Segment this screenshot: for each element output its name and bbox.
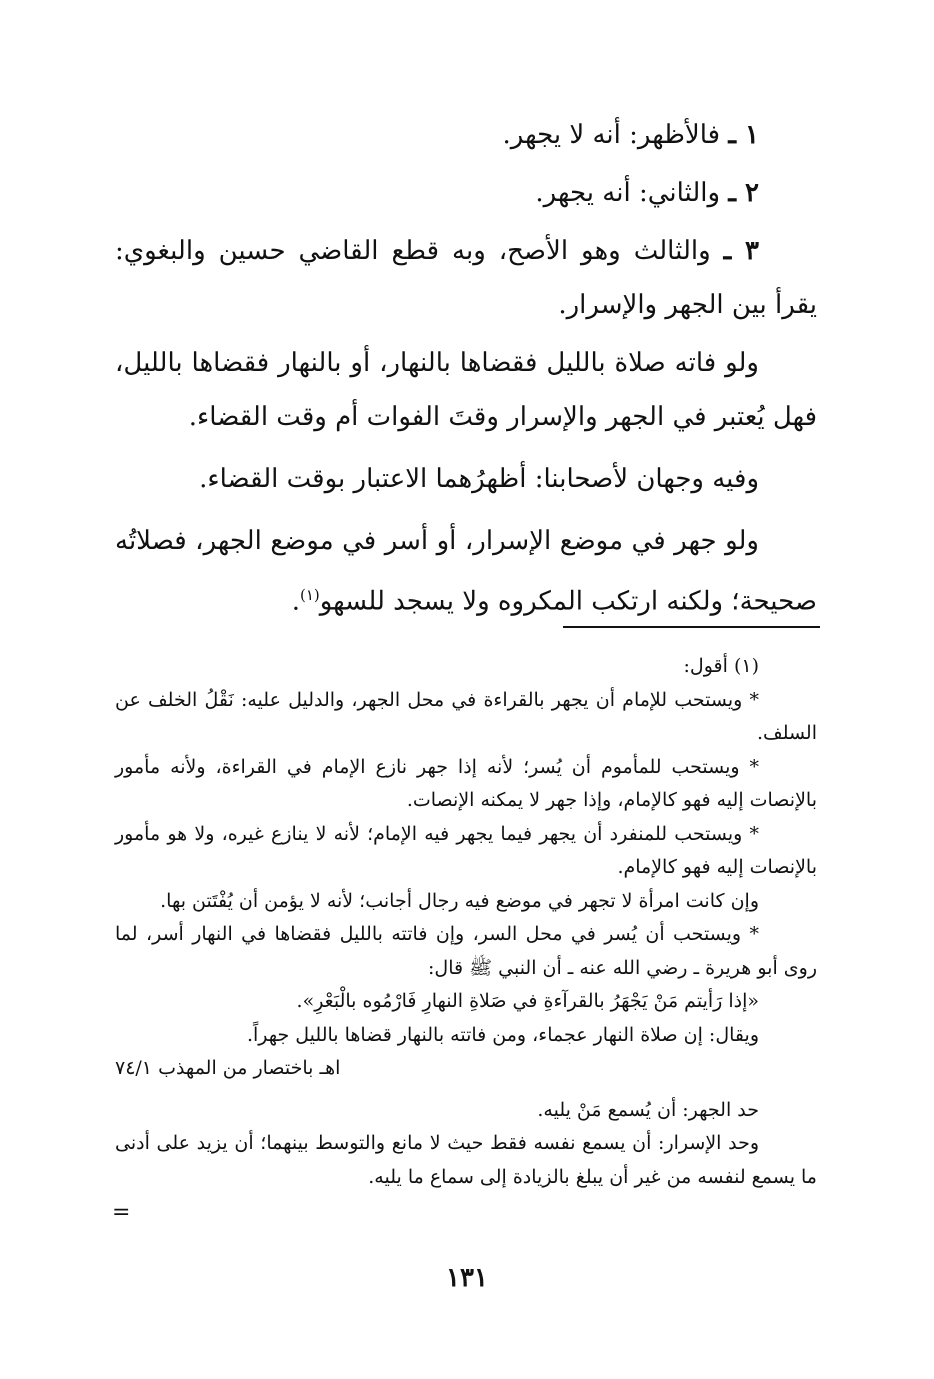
item-text: والثاني: أنه يجهر. <box>535 178 721 208</box>
item-number: ١ ـ <box>728 120 759 150</box>
footnote-note-4: وإن كانت امرأة لا تجهر في موضع فيه رجال أجانب؛ لأنه لا يؤمن أن يُفْتَتن بها. <box>160 889 759 912</box>
definition-jahr: حد الجهر: أن يُسمع مَنْ يليه. <box>537 1098 759 1121</box>
item-number: ٣ ـ <box>723 236 760 266</box>
footnote-note-2: * ويستحب للمأموم أن يُسر؛ لأنه إذا جهر نازع الإمام في القراءة، ولأنه مأمور بالإنصات إليه فهو كالإمام، وإذا جهر لا يمكنه الإنصات. <box>115 755 817 811</box>
footnote-note-3: * ويستحب للمنفرد أن يجهر فيما يجهر فيه الإمام؛ لأنه لا ينازع غيره، ولا هو مأمور بالإنصات إليه فهو كالإمام. <box>115 822 817 878</box>
item-number: ٢ ـ <box>728 178 759 208</box>
list-item-1 <box>115 108 817 162</box>
main-text <box>115 108 817 637</box>
source-citation: اهـ باختصار من المهذب ٧٤/١ <box>115 1057 341 1079</box>
hadith-quote: «إذا رَأيتم مَنْ يَجْهَرُ بالقرآءةِ في صَلاةِ النهارِ فَارْمُوه بالْبَعْرِ». <box>296 990 759 1012</box>
footnotes <box>115 650 817 1194</box>
paragraph-3-text: ولو جهر في موضع الإسرار، أو أسر في موضع الجهر، فصلاتُه صحيحة؛ ولكنه ارتكب المكروه ولا يسجد للسهو <box>115 526 817 617</box>
list-item-2 <box>115 166 817 220</box>
footnote-note-5: * ويستحب أن يُسر في محل السر، وإن فاتته بالليل فقضاها في النهار أسر، لما روى أبو هريرة ـ رضي الله عنه ـ أن النبي ﷺ قال: <box>115 923 817 979</box>
paragraph-1: ولو فاته صلاة بالليل فقضاها بالنهار، أو بالنهار فقضاها بالليل، فهل يُعتبر في الجهر والإسرار وقتَ الفوات أم وقت القضاء. <box>115 348 817 432</box>
continuation-mark: = <box>112 1200 131 1225</box>
list-item-3 <box>115 224 817 332</box>
item-text: والثالث وهو الأصح، وبه قطع القاضي حسين والبغوي: يقرأ بين الجهر والإسرار. <box>115 236 817 320</box>
footnote-reference: (١) <box>299 586 320 604</box>
item-text: فالأظهر: أنه لا يجهر. <box>502 120 721 150</box>
definition-israr: وحد الإسرار: أن يسمع نفسه فقط حيث لا مانع والتوسط بينهما؛ أن يزيد على أدنى ما يسمع لنفسه من غير أن يبلغ بالزيادة إلى سماع ما يليه. <box>115 1132 817 1188</box>
paragraph-2: وفيه وجهان لأصحابنا: أظهرُهما الاعتبار بوقت القضاء. <box>199 464 759 494</box>
footnote-divider <box>563 626 820 628</box>
paragraph-3-end: . <box>291 586 300 617</box>
footnote-heading: (١) أقول: <box>683 655 759 677</box>
footnote-note-1: * ويستحب للإمام أن يجهر بالقراءة في محل الجهر، والدليل عليه: نَقْلُ الخلف عن السلف. <box>115 688 817 744</box>
paragraph-3 <box>115 514 817 629</box>
page-number: ١٣١ <box>446 1263 488 1293</box>
saying: ويقال: إن صلاة النهار عجماء، ومن فاتته بالنهار قضاها بالليل جهراً. <box>246 1023 759 1046</box>
